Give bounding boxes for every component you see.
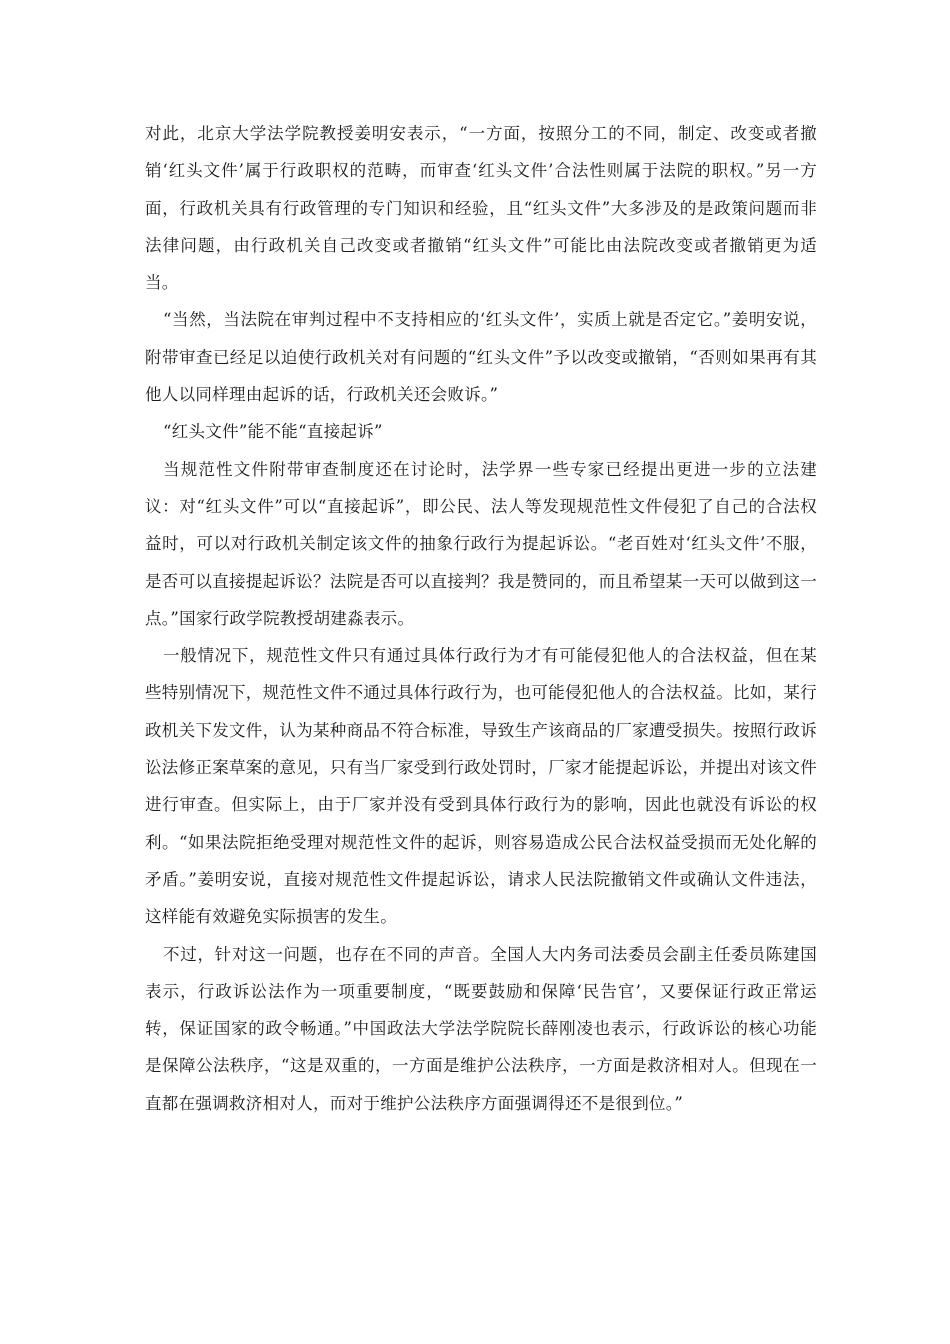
section-heading: “红头文件”能不能“直接起诉” (163, 422, 383, 442)
paragraph-3: 当规范性文件附带审查制度还在讨论时，法学界一些专家已经提出更进一步的立法建议：对“红头文件”可以“直接起诉”，即公民、法人等发现规范性文件侵犯了自己的合法权益时，可以对行政机关制定该文件的抽象行政行为提起诉讼。“老百姓对‘红头文件’不服，是否可以直接提起诉讼？法院是否可以直接判？我是赞同的，而且希望某一天可以做到这一点。”国家行政学院教授胡建淼表示。 (145, 459, 817, 628)
article-body (145, 115, 817, 1122)
paragraph-5: 不过，针对这一问题，也存在不同的声音。全国人大内务司法委员会副主任委员陈建国表示，行政诉讼法作为一项重要制度，“既要鼓励和保障‘民告官’，又要保证行政正常运转，保证国家的政令畅通。”中国政法大学法学院院长薛刚凌也表示，行政诉讼的核心功能是保障公法秩序，“这是双重的，一方面是维护公法秩序，一方面是救济相对人。但现在一直都在强调救济相对人，而对于维护公法秩序方面强调得还不是很到位。” (145, 944, 817, 1113)
paragraph-2: “当然，当法院在审判过程中不支持相应的‘红头文件’，实质上就是否定它。”姜明安说，附带审查已经足以迫使行政机关对有问题的“红头文件”予以改变或撤销，“否则如果再有其他人以同样理由起诉的话，行政机关还会败诉。” (145, 310, 817, 405)
paragraph-4: 一般情况下，规范性文件只有通过具体行政行为才有可能侵犯他人的合法权益，但在某些特别情况下，规范性文件不通过具体行政行为，也可能侵犯他人的合法权益。比如，某行政机关下发文件，认为某种商品不符合标准，导致生产该商品的厂家遭受损失。按照行政诉讼法修正案草案的意见，只有当厂家受到行政处罚时，厂家才能提起诉讼，并提出对该文件进行审查。但实际上，由于厂家并没有受到具体行政行为的影响，因此也就没有诉讼的权利。“如果法院拒绝受理对规范性文件的起诉，则容易造成公民合法权益受损而无处化解的矛盾。”姜明安说，直接对规范性文件提起诉讼，请求人民法院撤销文件或确认文件违法，这样能有效避免实际损害的发生。 (145, 646, 817, 927)
paragraph-1: 对此，北京大学法学院教授姜明安表示，“一方面，按照分工的不同，制定、改变或者撤销‘红头文件’属于行政职权的范畴，而审查‘红头文件’合法性则属于法院的职权。”另一方面，行政机关具有行政管理的专门知识和经验，且“红头文件”大多涉及的是政策问题而非法律问题，由行政机关自己改变或者撤销“红头文件”可能比由法院改变或者撤销更为适当。 (145, 124, 817, 293)
